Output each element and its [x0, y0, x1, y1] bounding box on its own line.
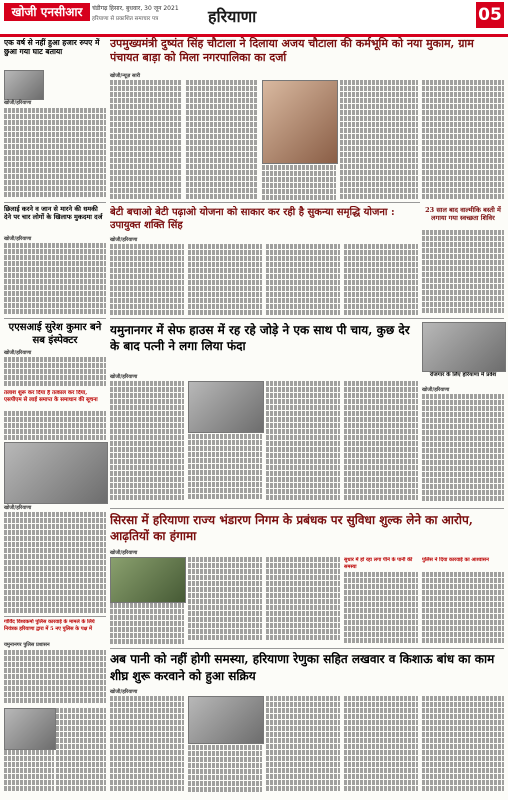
sirsa-photo — [110, 557, 186, 603]
water-body-col5 — [422, 696, 504, 796]
sirsa-body-col0 — [110, 603, 184, 645]
beti-body-col1 — [110, 244, 184, 316]
lead-body-col2 — [186, 80, 258, 200]
si-subhead: तलाश शुरू कर दिया हैं तत्काल कर दिया, एसपीएम से लाई समाप्त के समाधान की सूचना — [4, 390, 98, 403]
story-headline: एक वर्ष से नहीं हुआ हजार रुपए में छुआ गया घाट बताया — [4, 38, 100, 56]
story2-byline: खोजी/हरियाणा — [4, 236, 32, 242]
lead-body-col4 — [340, 80, 418, 200]
right-box-byline: खोजी/हरियाणा — [422, 387, 450, 393]
dateline: चंडीगढ़ हिसार, बुधवार, 30 जून 2021 — [92, 5, 179, 12]
bottom-left-body — [4, 650, 106, 706]
story-photo — [4, 70, 44, 100]
story2-headline: छिलाई करने व जान से मारने की धमकी देने पर चार लोगों के खिलाफ मुकदमा दर्ज — [4, 205, 103, 221]
sirsa-body-col1 — [188, 557, 262, 645]
sirsa-body-col4 — [422, 572, 504, 645]
divider — [4, 202, 106, 203]
bottom-left-headline: गोविंद विश्वकर्मा पुलिस कारवाई के मामले के लिये नियंत्रक हरियाणा द्वारा में 5 नए पुलिस के पक्ष में — [4, 619, 95, 632]
yamuna-body-col4 — [344, 381, 418, 505]
divider — [4, 318, 106, 319]
right-box-body — [422, 394, 504, 506]
lead-byline: खोजी/न्यूज़ सारी — [110, 73, 141, 79]
yamuna-photo — [188, 381, 264, 433]
beti-byline: खोजी/हरियाणा — [110, 237, 138, 243]
si-body — [4, 357, 106, 389]
lead-body-col1 — [110, 80, 182, 200]
divider — [110, 202, 420, 203]
water-body-col1 — [110, 696, 184, 796]
lead-body-col3 — [262, 165, 336, 201]
lead-photo — [262, 80, 338, 164]
subline: हरियाणा से प्रकाशित समाचार पत्र — [92, 16, 159, 22]
divider — [110, 508, 504, 509]
lead-body-col5 — [422, 80, 504, 200]
masthead — [0, 0, 508, 37]
page-number: 05 — [476, 2, 504, 28]
si-headline: एएसआई सुरेश कुमार बने सब इंस्पेक्टर — [8, 322, 102, 346]
valmiki-body — [422, 230, 504, 316]
sirsa-body-col3 — [344, 572, 418, 645]
beti-headline: बेटी बचाओ बेटी पढ़ाओ योजना को साकार कर रही है सुकन्या समृद्धि योजना : उपायुक्त शक्ति सिंह — [110, 207, 395, 231]
story-body — [4, 108, 106, 200]
sirsa-headline: सिरसा में हरियाणा राज्य भंडारण निगम के प्रबंधक पर सुविधा शुल्क लेने का आरोप, आढ़तियों का हंगामा — [110, 513, 473, 543]
sirsa-body-col2 — [266, 557, 340, 645]
bottom-left-photo — [4, 708, 56, 750]
divider — [4, 616, 106, 617]
brand-logo: खोजी एनसीआर — [4, 3, 90, 21]
lead-headline: उपमुख्यमंत्री दुष्यंत सिंह चौटाला ने दिलाया अजय चौटाला की कर्मभूमि को नया मुकाम, ग्राम पंचायत बाड़ा को मिला नगरपालिका का दर्जा — [110, 37, 474, 64]
water-body-col4 — [344, 696, 418, 796]
water-headline: अब पानी को नहीं होगी समस्या, हरियाणा रेणुका सहित लखवार व किशाऊ बांध का काम शीघ्र शुरू करवाने को हुआ सक्रिय — [110, 652, 495, 683]
water-photo — [188, 696, 264, 744]
si-body2 — [4, 411, 106, 441]
beti-body-col4 — [344, 244, 418, 316]
si-byline: खोजी/हरियाणा — [4, 350, 32, 356]
yamuna-body-col2 — [188, 434, 262, 504]
water-body-col2 — [188, 745, 262, 796]
right-box-photo — [422, 322, 506, 372]
section-title: हरियाणा — [208, 7, 257, 26]
right-box-headline: रोजगार के लिए हरियाणा में प्रवेश — [429, 372, 497, 378]
sirsa-right-subhead: पुलिस ने दिया कारवाई का आश्वासन — [422, 557, 489, 563]
sirsa-byline: खोजी/हरियाणा — [110, 550, 138, 556]
sirsa-subhead: सुधार में हो रहा लगा पीने के पानी की समस्या — [344, 557, 413, 570]
divider — [110, 318, 504, 319]
divider — [110, 648, 504, 649]
yamuna-body-col3 — [266, 381, 340, 505]
beti-body-col3 — [266, 244, 340, 316]
yamuna-body-col1 — [110, 381, 184, 505]
story-byline: खोजी/हरियाणा — [4, 100, 32, 106]
story2-body — [4, 243, 106, 315]
si-body3 — [4, 512, 106, 614]
yamuna-headline: यमुनानगर में सेफ हाउस में रह रहे जोड़े ने एक साथ पी चाय, कुछ देर के बाद पत्नी ने लगा लिया फंदा — [110, 323, 410, 353]
water-body-col3 — [266, 696, 340, 796]
water-byline: खोजी/हरियाणा — [110, 689, 138, 695]
valmiki-headline: 23 साल बाद वाल्मीकि बस्ती में लगाया गया स्वच्छता शिविर — [425, 206, 501, 222]
si-byline-2: खोजी/हरियाणा — [4, 505, 32, 511]
yamuna-byline: खोजी/हरियाणा — [110, 374, 138, 380]
si-photo — [4, 442, 108, 504]
beti-body-col2 — [188, 244, 262, 316]
bottom-left-body3 — [4, 750, 54, 796]
bottom-left-body2 — [56, 708, 106, 796]
bottom-left-sub: यमुनानगर पुलिस प्रशासन — [4, 642, 50, 648]
